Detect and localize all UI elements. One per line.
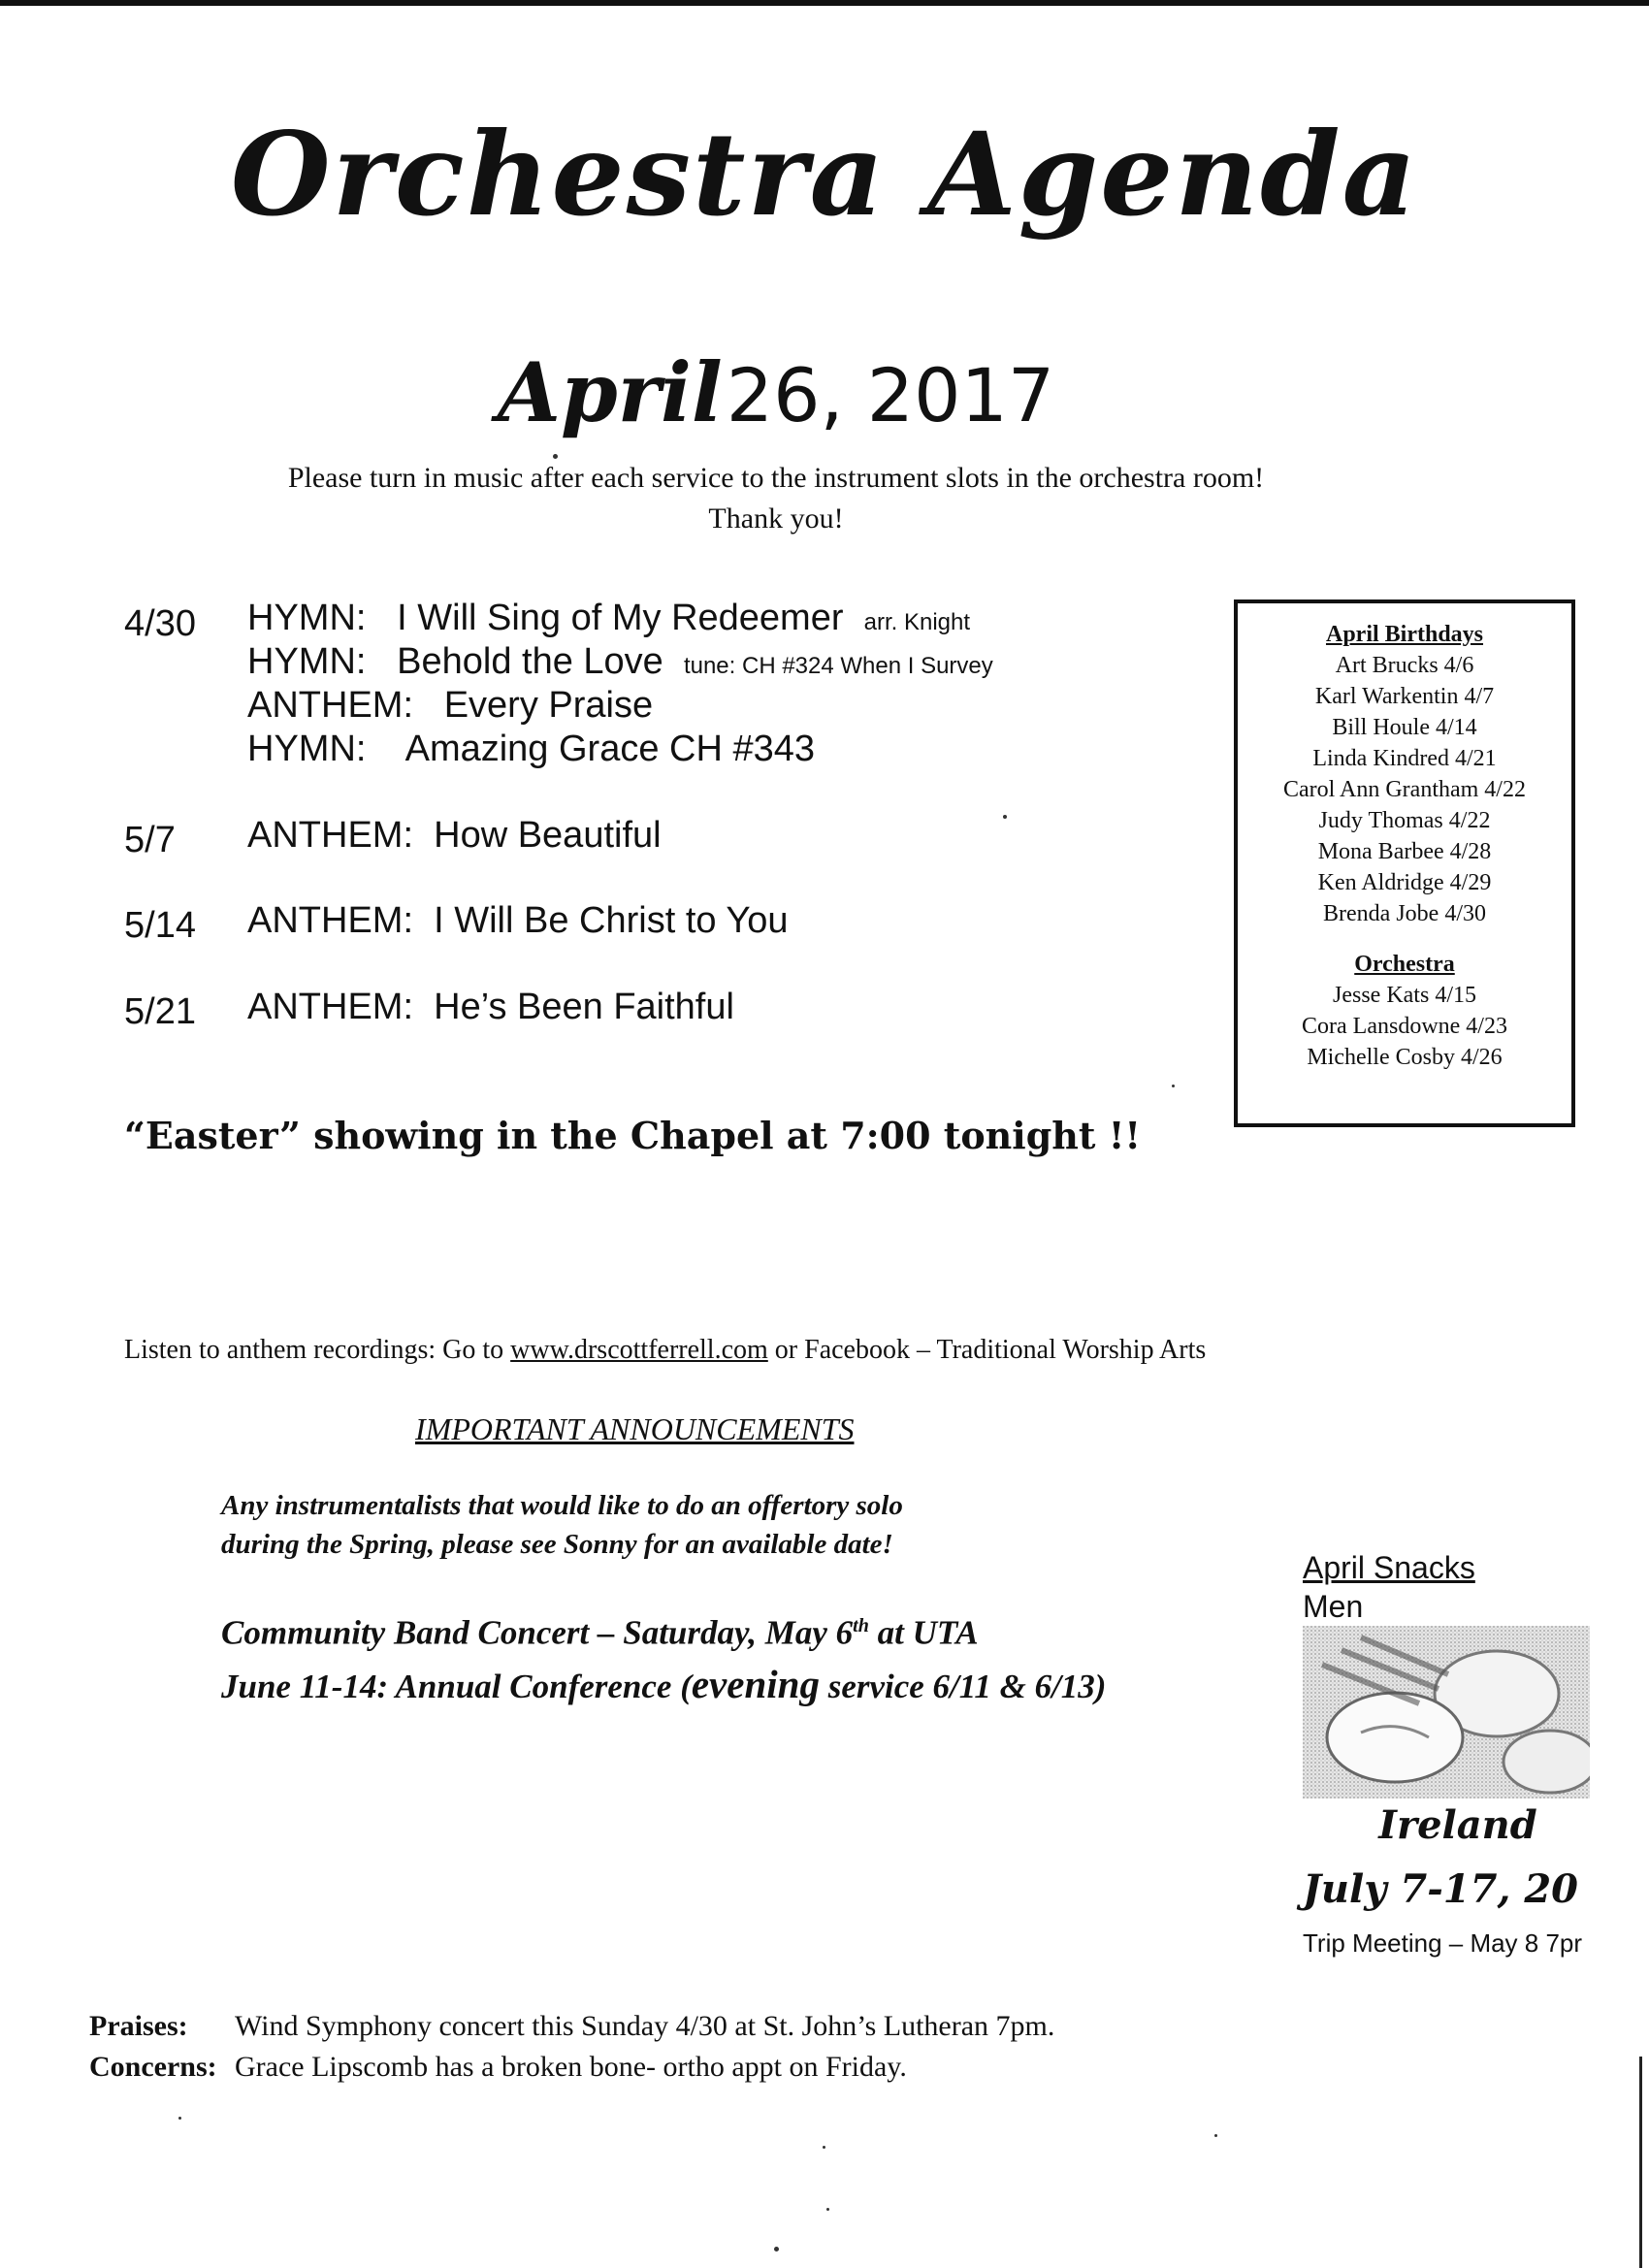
birthday-entry: Art Brucks 4/6: [1335, 653, 1474, 678]
schedule-date: 5/14: [124, 905, 196, 946]
scan-speck: [553, 454, 558, 459]
birthdays-title: April Birthdays: [1325, 622, 1484, 647]
schedule-item: HYMN: Behold the Love tune: CH #324 When I Survey: [247, 641, 993, 682]
birthday-entry: Carol Ann Grantham 4/22: [1283, 777, 1526, 802]
birthday-entry: Ken Aldridge 4/29: [1317, 870, 1492, 895]
birthday-entry: Jesse Kats 4/15: [1333, 983, 1476, 1008]
thank-you-note: Thank you!: [708, 502, 844, 535]
concert-line: Community Band Concert – Saturday, May 6th at UTA: [221, 1613, 979, 1652]
schedule-item: HYMN: Amazing Grace CH #343: [247, 729, 816, 769]
website-link[interactable]: www.drscottferrell.com: [510, 1335, 768, 1365]
conference-line: June 11-14: Annual Conference (evening service 6/11 & 6/13): [221, 1661, 1107, 1706]
birthday-entry: Cora Lansdowne 4/23: [1302, 1014, 1507, 1039]
schedule-item: ANTHEM: I Will Be Christ to You: [247, 900, 789, 941]
birthday-entry: Karl Warkentin 4/7: [1314, 684, 1495, 709]
solo-announcement: Any instrumentalists that would like to do an offertory solo during the Spring, please see Sonny for an available date!: [221, 1490, 903, 1560]
schedule-date: 5/21: [124, 991, 196, 1032]
schedule-date: 5/7: [124, 820, 176, 860]
scan-edge-line: [1639, 2057, 1642, 2268]
date-day-year: 26, 2017: [726, 352, 1055, 438]
scan-speck: [826, 2208, 829, 2211]
orchestra-birthdays-title: Orchestra: [1354, 952, 1455, 977]
page-title: Orchestra Agenda: [230, 107, 1419, 242]
birthday-entry: Linda Kindred 4/21: [1312, 746, 1497, 771]
cookies-image: [1303, 1626, 1590, 1798]
top-border: [0, 0, 1649, 6]
scan-speck: [1003, 815, 1007, 819]
schedule-date: 4/30: [124, 603, 196, 644]
scan-speck: [774, 2247, 779, 2252]
snacks-who: Men: [1303, 1589, 1364, 1624]
listen-line: Listen to anthem recordings: Go to www.drscottferrell.com or Facebook – Traditional Worship Arts: [124, 1335, 1207, 1365]
announcements-title: IMPORTANT ANNOUNCEMENTS: [415, 1411, 855, 1446]
easter-notice: “Easter” showing in the Chapel at 7:00 tonight !!: [124, 1114, 1142, 1157]
schedule-item: HYMN: I Will Sing of My Redeemer arr. Knight: [247, 598, 971, 638]
birthday-entry: Brenda Jobe 4/30: [1323, 901, 1486, 926]
snacks-title: April Snacks: [1303, 1550, 1475, 1585]
birthday-entry: Mona Barbee 4/28: [1317, 839, 1492, 864]
scan-speck: [178, 2117, 181, 2120]
schedule-item: ANTHEM: He’s Been Faithful: [247, 987, 734, 1027]
scan-speck: [1214, 2134, 1217, 2137]
events-announcement: [221, 1601, 1106, 1712]
birthday-entry: Judy Thomas 4/22: [1318, 808, 1491, 833]
return-music-note: Please turn in music after each service to the instrument slots in the orchestra room!: [287, 462, 1265, 494]
spacer: [1238, 929, 1571, 949]
birthday-entry: Michelle Cosby 4/26: [1307, 1045, 1503, 1070]
schedule-item: ANTHEM: How Beautiful: [247, 815, 662, 856]
snacks-block: [1303, 1548, 1475, 1626]
trip-dates: July 7-17, 20: [1303, 1866, 1578, 1912]
concerns-label: Concerns:: [89, 2051, 217, 2083]
birthday-entry: Bill Houle 4/14: [1332, 715, 1477, 740]
scan-speck: [823, 2146, 825, 2149]
birthdays-box: [1234, 599, 1575, 1127]
agenda-date: [0, 344, 1552, 440]
schedule-item: ANTHEM: Every Praise: [247, 685, 654, 726]
date-month: April: [497, 344, 723, 440]
trip-meeting: Trip Meeting – May 8 7pr: [1303, 1928, 1583, 1958]
scan-speck: [1172, 1085, 1175, 1087]
praises-label: Praises:: [89, 2010, 188, 2042]
praises-line: Praises: Wind Symphony concert this Sunday 4/30 at St. John’s Lutheran 7pm.: [89, 2010, 1055, 2042]
concerns-line: Concerns: Grace Lipscomb has a broken bone- ortho appt on Friday.: [89, 2051, 907, 2083]
trip-destination: Ireland: [1378, 1802, 1537, 1848]
